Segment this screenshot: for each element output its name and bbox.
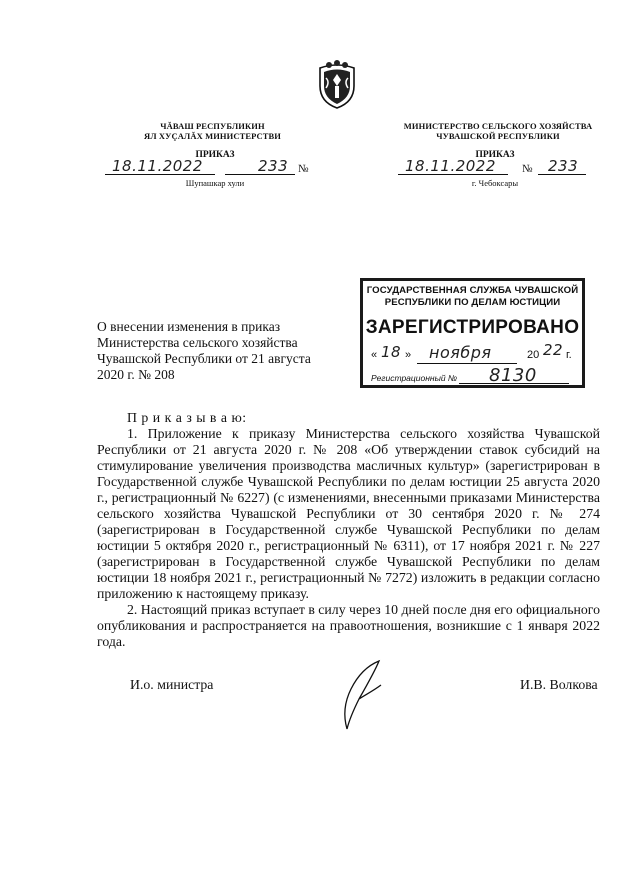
stamp-reg-number: 8130 [489, 365, 537, 386]
subject [97, 319, 337, 383]
stamp-year-g: г. [566, 349, 572, 361]
stamp-org-line2: РЕСПУБЛИКИ ПО ДЕЛАМ ЮСТИЦИИ [384, 297, 561, 308]
right-org-line2: ЧУВАШСКОЙ РЕСПУБЛИКИ [436, 131, 560, 141]
paragraph-1: 1. Приложение к приказу Министерства сельского хозяйства Чувашской Республики от 21 августа 2020 г. № 208 «Об утверждении ставок субсидий на стимулирование увеличения производства масличных культур» (зарегистрирован в Государственной службе Чувашской Республики по делам юстиции 25 августа 2020 г., регистрационный № 6227) (с изменениями, внесенными приказами Министерства сельского хозяйства Чувашской Республики от 30 сентября 2020 г. № 274 (зарегистрирован в Государственной службе Чувашской Республики по делам юстиции 5 октября 2020 г., регистрационный № 6311), от 17 ноября 2021 г. № 227 (зарегистрирован в Государственной службе Чувашской Республики по делам юстиции 18 ноября 2021 г., регистрационный № 7272) изложить в редакции согласно приложению к настоящему приказу. [97, 426, 600, 601]
right-city: г. Чебоксары [471, 178, 519, 188]
left-number-sign: № [298, 163, 309, 175]
left-doc-type: ПРИКАЗ [195, 150, 235, 160]
stamp-year-suffix: 22 [543, 341, 564, 359]
registration-stamp [360, 278, 585, 388]
right-date: 18.11.2022 [405, 157, 496, 175]
subject-line2: Министерства сельского хозяйства [97, 335, 298, 350]
signer-position: И.о. министра [130, 677, 214, 692]
stamp-year-prefix: 20 [527, 349, 540, 361]
left-org-line1: ЧĂВАШ РЕСПУБЛИКИН [160, 121, 265, 131]
subject-line3: Чувашской Республики от 21 августа [97, 351, 311, 366]
left-city: Шупашкар хули [185, 178, 245, 188]
coat-of-arms-icon [316, 60, 358, 110]
stamp-day: 18 [381, 343, 402, 361]
stamp-day-close: » [405, 349, 412, 361]
stamp-month: ноября [429, 343, 492, 362]
right-doc-type: ПРИКАЗ [475, 150, 515, 160]
left-org-line2: ЯЛ ХУÇАЛĂХ МИНИСТЕРСТВИ [143, 131, 281, 141]
signer-name: И.В. Волкова [520, 677, 598, 692]
left-number: 233 [258, 157, 289, 175]
order-body [97, 410, 600, 650]
stamp-org-line1: ГОСУДАРСТВЕННАЯ СЛУЖБА ЧУВАШСКОЙ [366, 285, 579, 296]
stamp-registered: ЗАРЕГИСТРИРОВАНО [365, 317, 580, 338]
order-word: П р и к а з ы в а ю: [127, 410, 247, 425]
right-number: 233 [548, 157, 579, 175]
stamp-reg-label: Регистрационный № [371, 373, 458, 383]
handwritten-signature-icon [335, 655, 395, 735]
right-number-sign: № [522, 163, 533, 175]
subject-line4: 2020 г. № 208 [97, 367, 175, 382]
stamp-day-open: « [371, 349, 378, 361]
left-date: 18.11.2022 [112, 157, 203, 175]
paragraph-2: 2. Настоящий приказ вступает в силу через 10 дней после дня его официального опубликования и распространяется на правоотношения, возникшие с 1 января 2022 года. [97, 602, 600, 649]
right-org-line1: МИНИСТЕРСТВО СЕЛЬСКОГО ХОЗЯЙСТВА [403, 121, 593, 131]
subject-line1: О внесении изменения в приказ [97, 319, 281, 334]
